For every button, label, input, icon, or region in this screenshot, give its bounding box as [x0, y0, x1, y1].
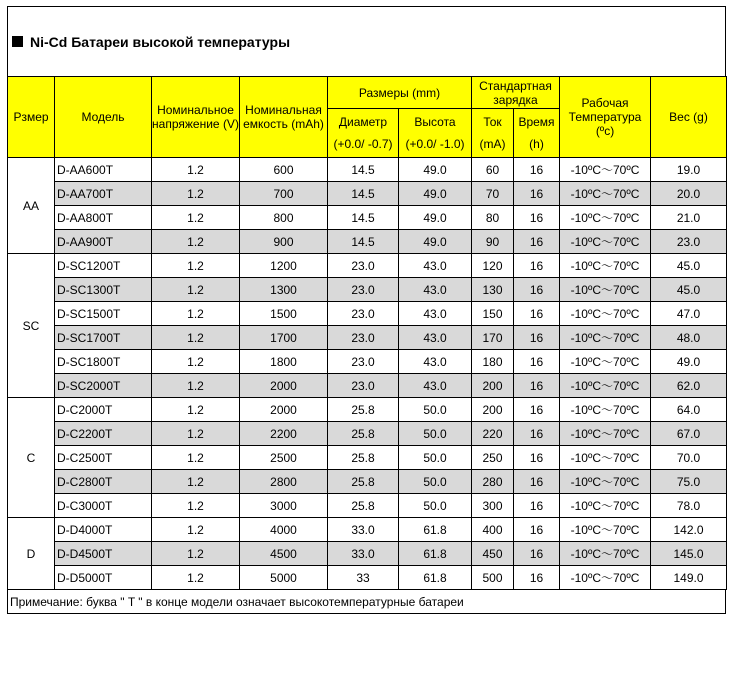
table-row — [8, 158, 727, 182]
current-cell: 220 — [472, 422, 514, 446]
capacity-cell: 800 — [240, 206, 328, 230]
temperature-cell: -10ºC～70ºC — [560, 446, 651, 470]
diameter-cell: 23.0 — [328, 254, 399, 278]
temperature-cell: -10ºC～70ºC — [560, 398, 651, 422]
voltage-cell: 1.2 — [152, 398, 240, 422]
table-row — [8, 422, 727, 446]
current-cell: 130 — [472, 278, 514, 302]
temperature-cell: -10ºC～70ºC — [560, 422, 651, 446]
header-current-line: Ток — [483, 115, 502, 129]
time-cell: 16 — [514, 254, 560, 278]
diameter-cell: 23.0 — [328, 302, 399, 326]
time-cell: 16 — [514, 398, 560, 422]
header-weight-line: (g) — [693, 110, 708, 124]
model-cell: D-D4000T — [55, 518, 152, 542]
temperature-cell: -10ºC～70ºC — [560, 350, 651, 374]
current-cell: 170 — [472, 326, 514, 350]
header-time-line: (h) — [529, 137, 544, 151]
voltage-cell: 1.2 — [152, 182, 240, 206]
time-cell: 16 — [514, 494, 560, 518]
time-cell: 16 — [514, 206, 560, 230]
temperature-cell: -10ºC～70ºC — [560, 302, 651, 326]
capacity-cell: 5000 — [240, 566, 328, 590]
capacity-cell: 2200 — [240, 422, 328, 446]
table-row — [8, 230, 727, 254]
weight-cell: 48.0 — [651, 326, 727, 350]
capacity-cell: 900 — [240, 230, 328, 254]
size-group-cell: D — [8, 518, 55, 590]
time-cell: 16 — [514, 158, 560, 182]
model-cell: D-SC1200T — [55, 254, 152, 278]
time-cell: 16 — [514, 566, 560, 590]
temperature-cell: -10ºC～70ºC — [560, 230, 651, 254]
weight-cell: 145.0 — [651, 542, 727, 566]
table-body — [8, 158, 727, 590]
voltage-cell: 1.2 — [152, 254, 240, 278]
voltage-cell: 1.2 — [152, 422, 240, 446]
diameter-cell: 25.8 — [328, 422, 399, 446]
model-cell: D-SC1800T — [55, 350, 152, 374]
temperature-cell: -10ºC～70ºC — [560, 470, 651, 494]
table-row — [8, 470, 727, 494]
table-row — [8, 374, 727, 398]
header-temp-line: (ºc) — [595, 124, 615, 138]
footnote: Примечание: буква " T " в конце модели означает высокотемпературные батареи — [7, 590, 726, 614]
model-cell: D-SC1500T — [55, 302, 152, 326]
temperature-cell: -10ºC～70ºC — [560, 374, 651, 398]
time-cell: 16 — [514, 446, 560, 470]
weight-cell: 19.0 — [651, 158, 727, 182]
header-height-line: Высота — [414, 115, 456, 129]
header-voltage-line: напряжение — [152, 117, 220, 131]
capacity-cell: 1300 — [240, 278, 328, 302]
weight-cell: 21.0 — [651, 206, 727, 230]
voltage-cell: 1.2 — [152, 446, 240, 470]
time-cell: 16 — [514, 422, 560, 446]
header-height — [399, 109, 472, 158]
weight-cell: 70.0 — [651, 446, 727, 470]
diameter-cell: 23.0 — [328, 350, 399, 374]
table-row — [8, 566, 727, 590]
voltage-cell: 1.2 — [152, 302, 240, 326]
time-cell: 16 — [514, 302, 560, 326]
model-cell: D-C2500T — [55, 446, 152, 470]
voltage-cell: 1.2 — [152, 518, 240, 542]
current-cell: 200 — [472, 398, 514, 422]
weight-cell: 20.0 — [651, 182, 727, 206]
table-row — [8, 278, 727, 302]
height-cell: 49.0 — [399, 206, 472, 230]
weight-cell: 78.0 — [651, 494, 727, 518]
header-diameter — [328, 109, 399, 158]
diameter-cell: 14.5 — [328, 182, 399, 206]
temperature-cell: -10ºC～70ºC — [560, 542, 651, 566]
weight-cell: 62.0 — [651, 374, 727, 398]
height-cell: 43.0 — [399, 350, 472, 374]
height-cell: 50.0 — [399, 494, 472, 518]
voltage-cell: 1.2 — [152, 494, 240, 518]
model-cell: D-AA700T — [55, 182, 152, 206]
header-charge-line: зарядка — [493, 92, 538, 107]
current-cell: 450 — [472, 542, 514, 566]
capacity-cell: 4500 — [240, 542, 328, 566]
capacity-cell: 700 — [240, 182, 328, 206]
header-temp-line: Рабочая — [581, 96, 629, 110]
table-row — [8, 494, 727, 518]
temperature-cell: -10ºC～70ºC — [560, 206, 651, 230]
temperature-cell: -10ºC～70ºC — [560, 494, 651, 518]
header-capacity-line: (mAh) — [291, 117, 324, 131]
black-square-icon — [12, 36, 23, 47]
temperature-cell: -10ºC～70ºC — [560, 182, 651, 206]
voltage-cell: 1.2 — [152, 542, 240, 566]
header-weight-line: Вес — [669, 110, 690, 124]
weight-cell: 64.0 — [651, 398, 727, 422]
time-cell: 16 — [514, 350, 560, 374]
weight-cell: 67.0 — [651, 422, 727, 446]
capacity-cell: 4000 — [240, 518, 328, 542]
height-cell: 43.0 — [399, 326, 472, 350]
model-cell: D-SC1300T — [55, 278, 152, 302]
current-cell: 400 — [472, 518, 514, 542]
temperature-cell: -10ºC～70ºC — [560, 158, 651, 182]
capacity-cell: 2000 — [240, 374, 328, 398]
header-current-line: (mA) — [479, 137, 506, 151]
temperature-cell: -10ºC～70ºC — [560, 566, 651, 590]
height-cell: 61.8 — [399, 542, 472, 566]
header-dimensions: Размеры (mm) — [328, 77, 472, 109]
voltage-cell: 1.2 — [152, 566, 240, 590]
current-cell: 80 — [472, 206, 514, 230]
capacity-cell: 1500 — [240, 302, 328, 326]
header-temp-line: Температура — [568, 110, 642, 124]
model-cell: D-SC1700T — [55, 326, 152, 350]
height-cell: 49.0 — [399, 158, 472, 182]
header-height-line: (+0.0/ -1.0) — [405, 137, 465, 151]
model-cell: D-D4500T — [55, 542, 152, 566]
table-row — [8, 302, 727, 326]
height-cell: 50.0 — [399, 470, 472, 494]
header-weight — [651, 77, 727, 158]
voltage-cell: 1.2 — [152, 350, 240, 374]
height-cell: 43.0 — [399, 254, 472, 278]
weight-cell: 45.0 — [651, 278, 727, 302]
model-cell: D-AA800T — [55, 206, 152, 230]
header-diameter-line: (+0.0/ -0.7) — [333, 137, 393, 151]
weight-cell: 47.0 — [651, 302, 727, 326]
diameter-cell: 14.5 — [328, 158, 399, 182]
table-row — [8, 182, 727, 206]
header-time — [514, 109, 560, 158]
diameter-cell: 33.0 — [328, 518, 399, 542]
header-standard-charge — [472, 77, 560, 109]
height-cell: 61.8 — [399, 566, 472, 590]
size-group-cell: SC — [8, 254, 55, 398]
model-cell: D-AA900T — [55, 230, 152, 254]
weight-cell: 49.0 — [651, 350, 727, 374]
current-cell: 60 — [472, 158, 514, 182]
voltage-cell: 1.2 — [152, 374, 240, 398]
model-cell: D-C2000T — [55, 398, 152, 422]
table-row — [8, 206, 727, 230]
height-cell: 43.0 — [399, 374, 472, 398]
header-voltage-line: (V) — [222, 117, 239, 131]
header-current — [472, 109, 514, 158]
diameter-cell: 25.8 — [328, 446, 399, 470]
table-row — [8, 326, 727, 350]
height-cell: 43.0 — [399, 302, 472, 326]
time-cell: 16 — [514, 182, 560, 206]
model-cell: D-SC2000T — [55, 374, 152, 398]
header-size: Рзмер — [8, 77, 55, 158]
height-cell: 50.0 — [399, 446, 472, 470]
header-charge-line: Стандартная — [479, 78, 552, 93]
diameter-cell: 25.8 — [328, 398, 399, 422]
voltage-cell: 1.2 — [152, 158, 240, 182]
model-cell: D-D5000T — [55, 566, 152, 590]
diameter-cell: 33 — [328, 566, 399, 590]
height-cell: 50.0 — [399, 422, 472, 446]
size-group-cell: AA — [8, 158, 55, 254]
time-cell: 16 — [514, 542, 560, 566]
capacity-cell: 1700 — [240, 326, 328, 350]
current-cell: 500 — [472, 566, 514, 590]
time-cell: 16 — [514, 230, 560, 254]
capacity-cell: 2000 — [240, 398, 328, 422]
current-cell: 120 — [472, 254, 514, 278]
voltage-cell: 1.2 — [152, 206, 240, 230]
header-working-temp — [560, 77, 651, 158]
time-cell: 16 — [514, 278, 560, 302]
capacity-cell: 1800 — [240, 350, 328, 374]
capacity-cell: 1200 — [240, 254, 328, 278]
current-cell: 70 — [472, 182, 514, 206]
temperature-cell: -10ºC～70ºC — [560, 254, 651, 278]
time-cell: 16 — [514, 326, 560, 350]
table-row — [8, 446, 727, 470]
header-capacity-line: Номинальная — [245, 103, 322, 117]
weight-cell: 142.0 — [651, 518, 727, 542]
current-cell: 180 — [472, 350, 514, 374]
temperature-cell: -10ºC～70ºC — [560, 278, 651, 302]
weight-cell: 45.0 — [651, 254, 727, 278]
voltage-cell: 1.2 — [152, 326, 240, 350]
table-row — [8, 542, 727, 566]
current-cell: 200 — [472, 374, 514, 398]
current-cell: 300 — [472, 494, 514, 518]
diameter-cell: 14.5 — [328, 206, 399, 230]
header-model: Модель — [55, 77, 152, 158]
header-capacity-line: емкость — [243, 117, 288, 131]
table-row — [8, 350, 727, 374]
capacity-cell: 2800 — [240, 470, 328, 494]
temperature-cell: -10ºC～70ºC — [560, 326, 651, 350]
weight-cell: 75.0 — [651, 470, 727, 494]
battery-spec-sheet — [7, 6, 726, 614]
voltage-cell: 1.2 — [152, 230, 240, 254]
weight-cell: 149.0 — [651, 566, 727, 590]
table-row — [8, 398, 727, 422]
height-cell: 43.0 — [399, 278, 472, 302]
diameter-cell: 25.8 — [328, 470, 399, 494]
diameter-cell: 33.0 — [328, 542, 399, 566]
capacity-cell: 2500 — [240, 446, 328, 470]
header-diameter-line: Диаметр — [338, 115, 388, 129]
header-voltage — [152, 77, 240, 158]
voltage-cell: 1.2 — [152, 470, 240, 494]
capacity-cell: 600 — [240, 158, 328, 182]
weight-cell: 23.0 — [651, 230, 727, 254]
time-cell: 16 — [514, 518, 560, 542]
current-cell: 150 — [472, 302, 514, 326]
model-cell: D-C3000T — [55, 494, 152, 518]
voltage-cell: 1.2 — [152, 278, 240, 302]
header-voltage-line: Номинальное — [157, 103, 234, 117]
title-bar — [7, 6, 726, 76]
time-cell: 16 — [514, 374, 560, 398]
header-capacity — [240, 77, 328, 158]
current-cell: 280 — [472, 470, 514, 494]
size-group-cell: C — [8, 398, 55, 518]
table-row — [8, 518, 727, 542]
diameter-cell: 23.0 — [328, 326, 399, 350]
diameter-cell: 23.0 — [328, 278, 399, 302]
header-time-line: Время — [518, 115, 555, 129]
height-cell: 61.8 — [399, 518, 472, 542]
height-cell: 50.0 — [399, 398, 472, 422]
model-cell: D-C2200T — [55, 422, 152, 446]
time-cell: 16 — [514, 470, 560, 494]
current-cell: 90 — [472, 230, 514, 254]
diameter-cell: 14.5 — [328, 230, 399, 254]
spec-table — [7, 76, 727, 590]
diameter-cell: 23.0 — [328, 374, 399, 398]
temperature-cell: -10ºC～70ºC — [560, 518, 651, 542]
page-title: Ni-Cd Батареи высокой температуры — [30, 33, 291, 50]
diameter-cell: 25.8 — [328, 494, 399, 518]
height-cell: 49.0 — [399, 182, 472, 206]
model-cell: D-C2800T — [55, 470, 152, 494]
height-cell: 49.0 — [399, 230, 472, 254]
table-row — [8, 254, 727, 278]
current-cell: 250 — [472, 446, 514, 470]
model-cell: D-AA600T — [55, 158, 152, 182]
capacity-cell: 3000 — [240, 494, 328, 518]
